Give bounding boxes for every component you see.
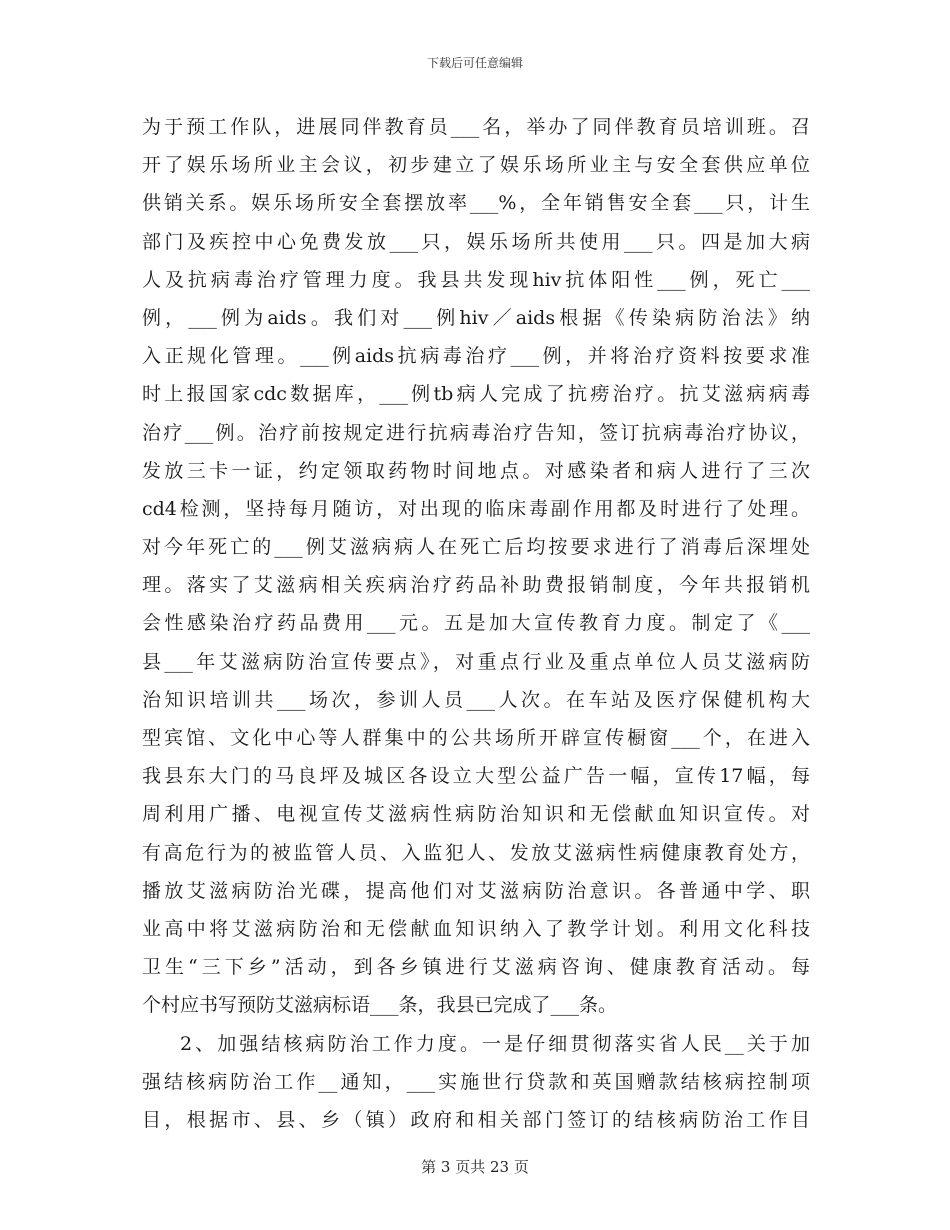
body-line: 人及抗病毒治疗管理力度。我县共发现hiv抗体阳性___例，死亡___ <box>142 268 810 291</box>
body-line: 治疗___例。治疗前按规定进行抗病毒治疗告知，签订抗病毒治疗协议， <box>142 421 810 444</box>
body-line: 卫生“三下乡”活动，到各乡镇进行艾滋病咨询、健康教育活动。每 <box>142 956 810 979</box>
body-line: 播放艾滋病防治光碟，提高他们对艾滋病防治意识。各普通中学、职 <box>142 879 810 902</box>
body-line: 对今年死亡的___例艾滋病病人在死亡后均按要求进行了消毒后深埋处 <box>142 536 810 559</box>
body-line: 型宾馆、文化中心等人群集中的公共场所开辟宣传橱窗___个，在进入 <box>142 727 810 749</box>
body-line: 业高中将艾滋病防治和无偿献血知识纳入了教学计划。利用文化科技 <box>142 917 810 940</box>
body-line: 供销关系。娱乐场所安全套摆放率___%，全年销售安全套___只，计生 <box>142 192 810 215</box>
body-line: 例，___例为aids。我们对___例hiv／aids根据《传染病防治法》纳 <box>142 306 810 329</box>
body-line: 时上报国家cdc数据库，___例tb病人完成了抗痨治疗。抗艾滋病病毒 <box>142 383 810 406</box>
paragraph-start-line: 2、加强结核病防治工作力度。一是仔细贯彻落实省人民__关于加 <box>180 1032 810 1055</box>
body-line: 会性感染治疗药品费用___元。五是加大宣传教育力度。制定了《___ <box>142 612 810 635</box>
document-body <box>142 108 810 1139</box>
body-line: 部门及疾控中心免费发放___只，娱乐场所共使用___只。四是加大病 <box>142 230 810 253</box>
body-line: 强结核病防治工作__通知，___实施世行贷款和英国赠款结核病控制项 <box>142 1070 810 1093</box>
body-line: 县___年艾滋病防治宣传要点》，对重点行业及重点单位人员艾滋病防 <box>142 650 810 673</box>
body-line: 入正规化管理。___例aids抗病毒治疗___例，并将治疗资料按要求准 <box>142 345 810 368</box>
page-number-footer: 第 3 页共 23 页 <box>421 1158 529 1176</box>
body-line: 目，根据市、县、乡（镇）政府和相关部门签订的结核病防治工作目 <box>142 1108 810 1131</box>
body-line: 发放三卡一证，约定领取药物时间地点。对感染者和病人进行了三次 <box>142 459 810 482</box>
body-line: 治知识培训共___场次，参训人员___人次。在车站及医疗保健机构大 <box>142 688 810 711</box>
body-line: 理。落实了艾滋病相关疾病治疗药品补助费报销制度，今年共报销机 <box>142 574 810 597</box>
body-line: 开了娱乐场所业主会议，初步建立了娱乐场所业主与安全套供应单位 <box>142 154 810 177</box>
body-line: 有高危行为的被监管人员、入监犯人、发放艾滋病性病健康教育处方， <box>142 841 810 864</box>
paragraph-end-line: 个村应书写预防艾滋病标语___条，我县已完成了___条。 <box>142 994 618 1017</box>
page-header-note: 下载后可任意编辑 <box>426 56 523 70</box>
body-line: 为于预工作队，进展同伴教育员___名，举办了同伴教育员培训班。召 <box>142 116 810 138</box>
body-line: cd4检测，坚持每月随访，对出现的临床毒副作用都及时进行了处理。 <box>142 497 810 520</box>
body-line: 我县东大门的马良坪及城区各设立大型公益广告一幅，宣传17幅，每 <box>142 765 810 788</box>
body-line: 周利用广播、电视宣传艾滋病性病防治知识和无偿献血知识宣传。对 <box>142 803 810 826</box>
